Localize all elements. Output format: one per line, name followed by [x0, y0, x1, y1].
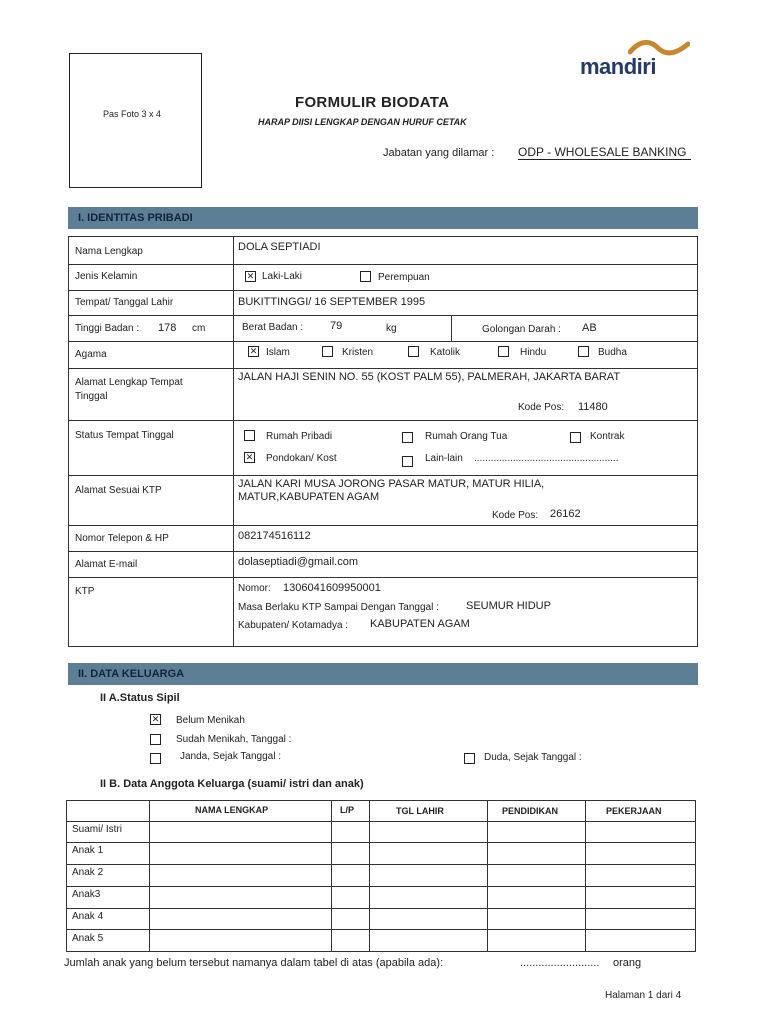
- rumah-pribadi-label: Rumah Pribadi: [266, 431, 333, 442]
- row-line: [67, 908, 695, 909]
- row-line: [69, 290, 697, 291]
- status-tinggal-label: Status Tempat Tinggal: [75, 430, 174, 441]
- row-line: [69, 475, 697, 476]
- ttl-label: Tempat/ Tanggal Lahir: [75, 297, 174, 308]
- row-line: [69, 577, 697, 578]
- alamat-ktp-line2[interactable]: MATUR,KABUPATEN AGAM: [238, 491, 380, 503]
- janda-label: Janda, Sejak Tanggal :: [180, 751, 282, 762]
- row-line: [69, 315, 697, 316]
- tinggi-unit: cm: [192, 323, 206, 334]
- row-line: [69, 551, 697, 552]
- jabatan-field[interactable]: ODP - WHOLESALE BANKING: [518, 145, 691, 160]
- row-line: [67, 929, 695, 930]
- photo-label: Pas Foto 3 x 4: [103, 109, 162, 119]
- row-label-anak2: Anak 2: [72, 867, 104, 878]
- page-number: Halaman 1 dari 4: [605, 990, 682, 1001]
- lain-lain-label: Lain-lain: [425, 453, 463, 464]
- agama-budha-label: Budha: [598, 347, 627, 358]
- berat-unit: kg: [386, 323, 397, 334]
- perempuan-checkbox[interactable]: [360, 271, 371, 282]
- jabatan-label: Jabatan yang dilamar :: [383, 147, 495, 159]
- ktp-kab-field[interactable]: KABUPATEN AGAM: [370, 618, 470, 630]
- kontrak-checkbox[interactable]: [570, 432, 581, 443]
- email-label: Alamat E-mail: [75, 559, 138, 570]
- anggota-keluarga-title: II B. Data Anggota Keluarga (suami/ istri dan anak): [100, 778, 364, 790]
- lain-lain-field[interactable]: ....................................................: [474, 453, 619, 464]
- row-label-suami-istri: Suami/ Istri: [72, 824, 123, 835]
- laki-laki-checkbox[interactable]: [245, 271, 256, 282]
- sudah-menikah-checkbox[interactable]: [150, 734, 161, 745]
- jumlah-anak-text: Jumlah anak yang belum tersebut namanya dalam tabel di atas (apabila ada):: [64, 957, 444, 969]
- tinggi-label: Tinggi Badan :: [75, 323, 140, 334]
- logo-text: mandiri: [580, 54, 656, 79]
- tinggi-field[interactable]: 178: [158, 322, 177, 334]
- col-header-pekerjaan: PEKERJAAN: [606, 806, 662, 816]
- table-divider: [233, 237, 234, 646]
- pondokan-checkbox[interactable]: [244, 452, 255, 463]
- ktp-label: KTP: [75, 586, 95, 597]
- nama-label: Nama Lengkap: [75, 246, 143, 257]
- agama-hindu-checkbox[interactable]: [498, 346, 509, 357]
- agama-kristen-checkbox[interactable]: [322, 346, 333, 357]
- section-keluarga-header: II. DATA KELUARGA: [68, 663, 698, 685]
- row-line: [67, 842, 695, 843]
- ktp-nomor-field[interactable]: 1306041609950001: [283, 582, 381, 594]
- rumah-pribadi-checkbox[interactable]: [244, 430, 255, 441]
- alamat-field[interactable]: JALAN HAJI SENIN NO. 55 (KOST PALM 55), PALMERAH, JAKARTA BARAT: [238, 371, 621, 383]
- row-label-anak4: Anak 4: [72, 911, 104, 922]
- col-header-pendidikan: PENDIDIKAN: [502, 806, 559, 816]
- section-identitas-header: I. IDENTITAS PRIBADI: [68, 207, 698, 229]
- email-field[interactable]: dolaseptiadi@gmail.com: [238, 556, 359, 568]
- rumah-orang-tua-checkbox[interactable]: [402, 432, 413, 443]
- row-label-anak5: Anak 5: [72, 933, 104, 944]
- duda-checkbox[interactable]: [464, 753, 475, 764]
- form-subtitle: HARAP DIISI LENGKAP DENGAN HURUF CETAK: [258, 117, 467, 127]
- lain-lain-checkbox[interactable]: [402, 456, 413, 467]
- goldar-label: Golongan Darah :: [482, 324, 561, 335]
- goldar-field[interactable]: AB: [582, 322, 597, 334]
- keluarga-table: [66, 800, 696, 952]
- jenis-kelamin-label: Jenis Kelamin: [75, 271, 138, 282]
- row-label-anak1: Anak 1: [72, 845, 104, 856]
- ktp-berlaku-label: Masa Berlaku KTP Sampai Dengan Tanggal :: [238, 602, 439, 613]
- agama-kristen-label: Kristen: [342, 347, 374, 358]
- perempuan-label: Perempuan: [378, 272, 430, 283]
- ktp-kodepos-field[interactable]: 26162: [550, 508, 581, 520]
- photo-box: [69, 53, 202, 188]
- alamat-ktp-line1[interactable]: JALAN KARI MUSA JORONG PASAR MATUR, MATUR HILIA,: [238, 478, 545, 490]
- alamat-kodepos-field[interactable]: 11480: [578, 401, 608, 413]
- alamat-ktp-label: Alamat Sesuai KTP: [75, 485, 162, 496]
- agama-budha-checkbox[interactable]: [578, 346, 589, 357]
- row-line: [69, 525, 697, 526]
- ktp-kodepos-label: Kode Pos:: [492, 510, 539, 521]
- alamat-kodepos-label: Kode Pos:: [518, 402, 565, 413]
- jumlah-anak-unit: orang: [613, 957, 642, 969]
- berat-label: Berat Badan :: [242, 322, 304, 333]
- mandiri-logo: [580, 40, 690, 80]
- cell-divider: [451, 316, 452, 341]
- ktp-kab-label: Kabupaten/ Kotamadya :: [238, 620, 349, 631]
- sudah-menikah-label: Sudah Menikah, Tanggal :: [176, 734, 292, 745]
- pondokan-label: Pondokan/ Kost: [266, 453, 337, 464]
- kontrak-label: Kontrak: [590, 431, 625, 442]
- ttl-field[interactable]: BUKITTINGGI/ 16 SEPTEMBER 1995: [238, 296, 426, 308]
- alamat-label: Alamat Lengkap Tempat Tinggal: [75, 377, 183, 402]
- row-line: [69, 368, 697, 369]
- agama-katolik-label: Katolik: [430, 347, 461, 358]
- ktp-nomor-label: Nomor:: [238, 583, 271, 594]
- jumlah-anak-field[interactable]: ..........................: [520, 957, 600, 969]
- row-line: [67, 821, 695, 822]
- status-sipil-title: II A.Status Sipil: [100, 692, 180, 704]
- col-header-lp: L/P: [340, 805, 355, 815]
- berat-field[interactable]: 79: [330, 320, 343, 332]
- agama-islam-checkbox[interactable]: [248, 346, 259, 357]
- row-line: [69, 341, 697, 342]
- form-title: FORMULIR BIODATA: [295, 94, 450, 111]
- telepon-label: Nomor Telepon & HP: [75, 533, 169, 544]
- col-header-nama: NAMA LENGKAP: [195, 805, 269, 815]
- janda-checkbox[interactable]: [150, 753, 161, 764]
- col-header-tgl: TGL LAHIR: [396, 806, 444, 816]
- nama-field[interactable]: DOLA SEPTIADI: [238, 241, 321, 253]
- row-line: [67, 864, 695, 865]
- telepon-field[interactable]: 082174516112: [238, 530, 311, 542]
- ktp-berlaku-field[interactable]: SEUMUR HIDUP: [466, 600, 551, 612]
- rumah-orang-tua-label: Rumah Orang Tua: [425, 431, 508, 442]
- belum-menikah-checkbox[interactable]: [150, 714, 161, 725]
- row-line: [69, 264, 697, 265]
- agama-katolik-checkbox[interactable]: [408, 346, 419, 357]
- row-line: [67, 886, 695, 887]
- belum-menikah-label: Belum Menikah: [176, 715, 245, 726]
- duda-label: Duda, Sejak Tanggal :: [484, 752, 582, 763]
- agama-hindu-label: Hindu: [520, 347, 547, 358]
- row-label-anak3: Anak3: [72, 889, 101, 900]
- agama-label: Agama: [75, 349, 107, 360]
- laki-laki-label: Laki-Laki: [262, 271, 303, 282]
- agama-islam-label: Islam: [266, 347, 290, 358]
- row-line: [69, 420, 697, 421]
